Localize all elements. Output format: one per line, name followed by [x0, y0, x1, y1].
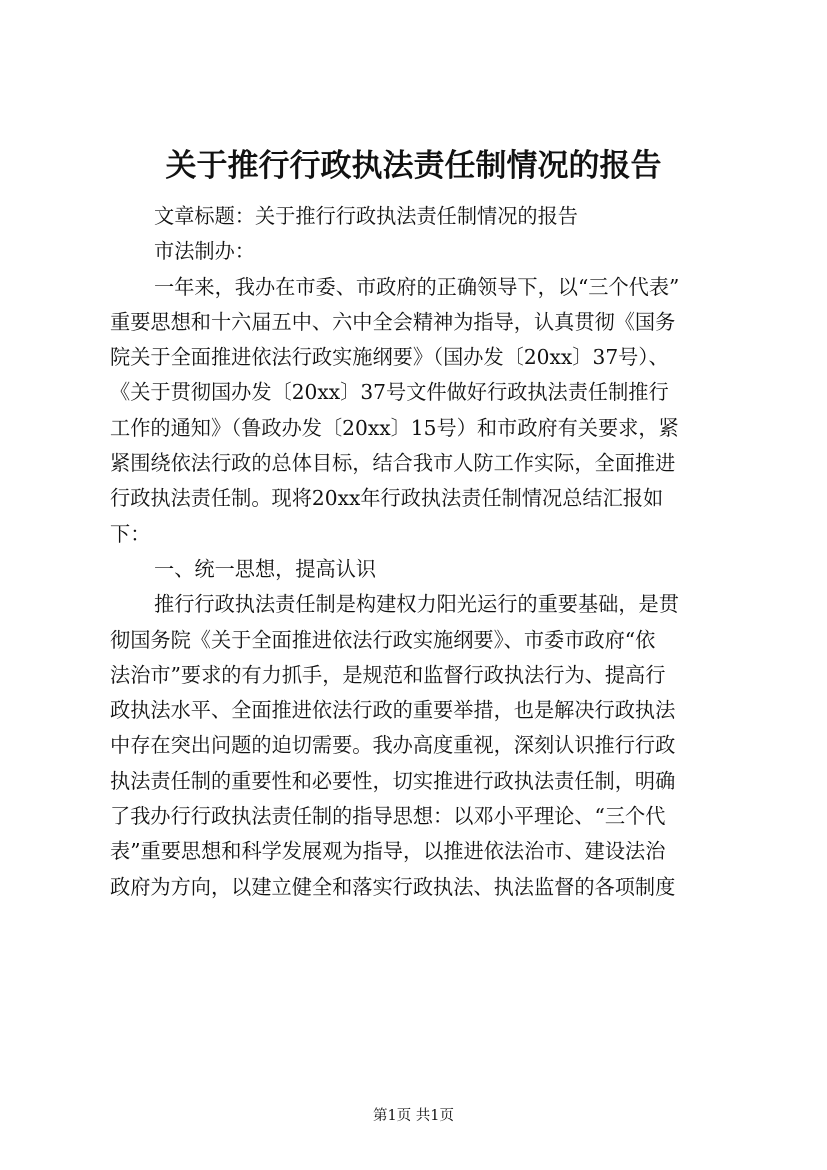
body-line: 工作的通知》（鲁政办发〔20xx〕15号）和市政府有关要求，紧: [110, 415, 679, 440]
body-line: 法治市”要求的有力抓手，是规范和监督行政执法行为、提高行: [110, 662, 666, 687]
body-line: 一年来，我办在市委、市政府的正确领导下，以“三个代表”: [154, 274, 680, 299]
document-title: 关于推行行政执法责任制情况的报告: [165, 148, 662, 184]
body-line: 重要思想和十六届五中、六中全会精神为指导，认真贯彻《国务: [110, 309, 676, 334]
body-line: 了我办行行政执法责任制的指导思想：以邓小平理论、“三个代: [110, 804, 666, 829]
body-line: 彻国务院《关于全面推进依法行政实施纲要》、市委市政府“依: [110, 627, 656, 652]
body-line: 《关于贯彻国办发〔20xx〕37号文件做好行政执法责任制推行: [110, 380, 669, 405]
section-heading: 一、统一思想，提高认识: [154, 556, 377, 581]
body-line: 推行行政执法责任制是构建权力阳光运行的重要基础，是贯: [154, 592, 679, 617]
body-line: 表”重要思想和科学发展观为指导，以推进依法治市、建设法治: [110, 839, 666, 864]
body-line: 文章标题：关于推行行政执法责任制情况的报告: [154, 204, 578, 228]
body-line: 院关于全面推进依法行政实施纲要》（国办发〔20xx〕37号）、: [110, 345, 669, 370]
body-line: 政执法水平、全面推进依法行政的重要举措，也是解决行政执法: [110, 698, 676, 723]
body-line: 下：: [110, 521, 151, 546]
body-line: 行政执法责任制。现将20xx年行政执法责任制情况总结汇报如: [110, 486, 664, 511]
body-line: 执法责任制的重要性和必要性，切实推进行政执法责任制，明确: [110, 768, 676, 793]
body-line: 紧围绕依法行政的总体目标，结合我市人防工作实际，全面推进: [110, 451, 676, 476]
document-body: [110, 199, 722, 905]
body-line: 中存在突出问题的迫切需要。我办高度重视，深刻认识推行行政: [110, 733, 676, 758]
body-line: 市法制办：: [154, 239, 255, 264]
body-line: 政府为方向，以建立健全和落实行政执法、执法监督的各项制度: [110, 874, 676, 899]
page-footer: 第1页 共1页: [372, 1108, 455, 1124]
